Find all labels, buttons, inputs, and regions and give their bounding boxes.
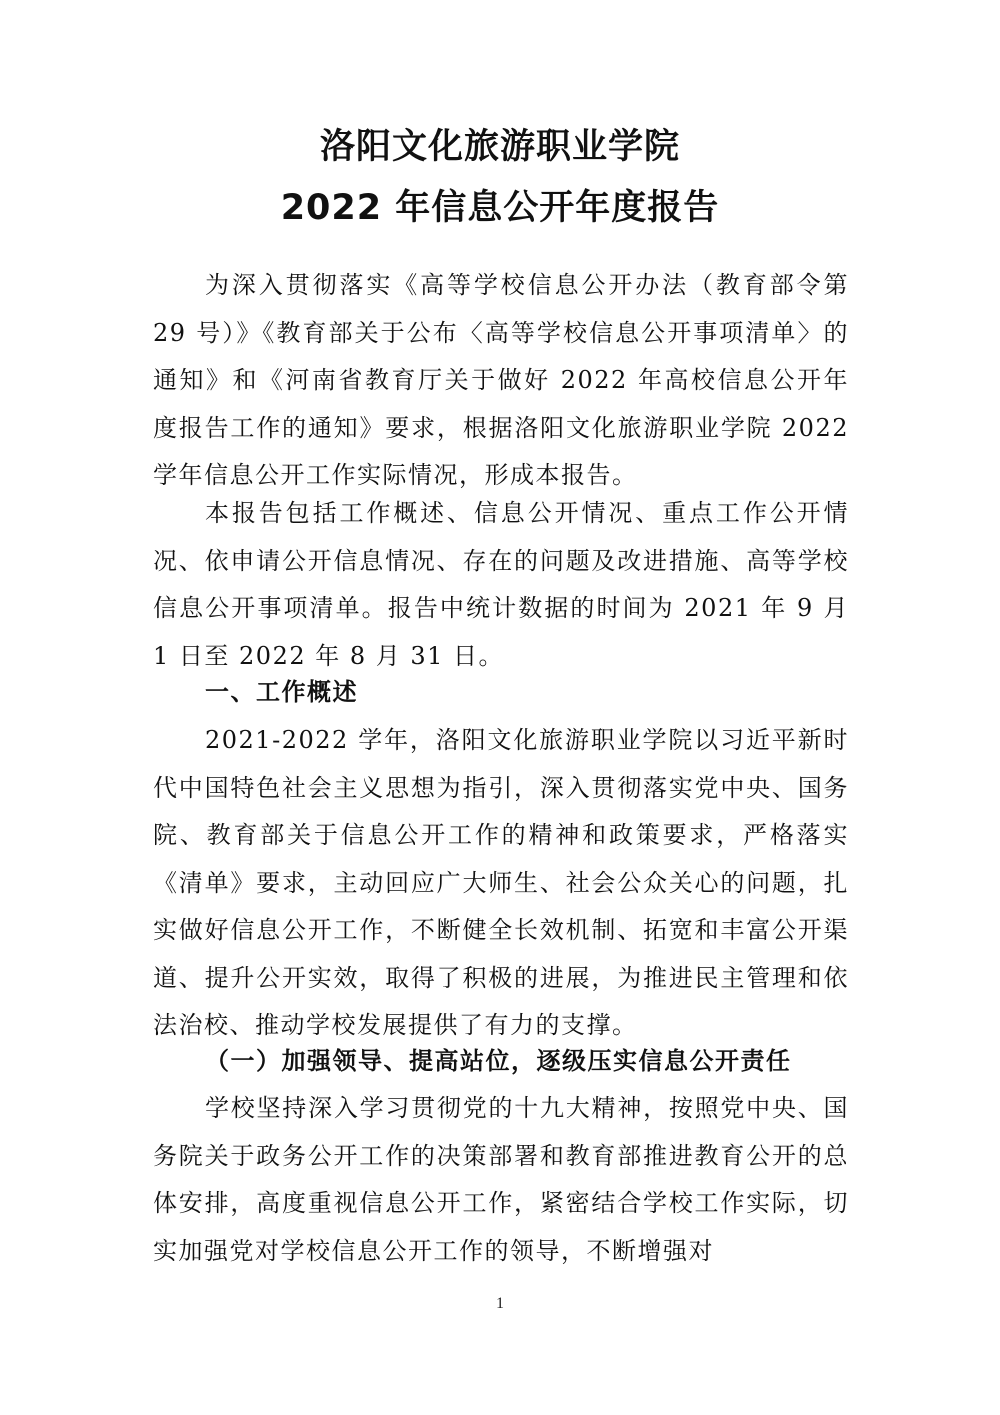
section-body-block	[153, 717, 849, 1050]
document-title-line-2: 2022 年信息公开年度报告	[280, 188, 720, 228]
intro-paragraph-block	[153, 262, 849, 500]
scope-paragraph-block	[153, 490, 849, 680]
section-heading: 一、工作概述	[205, 678, 358, 706]
section-heading-block	[153, 669, 849, 717]
subsection-body-block	[153, 1085, 849, 1275]
page-number: 1	[496, 1295, 504, 1312]
subsection-heading: （一）加强领导、提高站位，逐级压实信息公开责任	[205, 1047, 792, 1075]
subsection-heading-block	[153, 1038, 849, 1086]
intro-paragraph: 为深入贯彻落实《高等学校信息公开办法（教育部令第 29 号）》《教育部关于公布〈高等学校信息公开事项清单〉的通知》和《河南省教育厅关于做好 2022 年高校信息公开年度报告工作的通知》要求，根据洛阳文化旅游职业学院 2022 学年信息公开工作实际情况，形成本报告。	[153, 271, 849, 489]
section-body-paragraph: 2021-2022 学年，洛阳文化旅游职业学院以习近平新时代中国特色社会主义思想为指引，深入贯彻落实党中央、国务院、教育部关于信息公开工作的精神和政策要求，严格落实《清单》要求，主动回应广大师生、社会公众关心的问题，扎实做好信息公开工作，不断健全长效机制、拓宽和丰富公开渠道、提升公开实效，取得了积极的进展，为推进民主管理和依法治校、推动学校发展提供了有力的支撑。	[153, 726, 849, 1039]
document-title-line-1: 洛阳文化旅游职业学院	[319, 127, 680, 167]
subsection-body-paragraph: 学校坚持深入学习贯彻党的十九大精神，按照党中央、国务院关于政务公开工作的决策部署和教育部推进教育公开的总体安排，高度重视信息公开工作，紧密结合学校工作实际，切实加强党对学校信息公开工作的领导，不断增强对	[153, 1094, 849, 1265]
scope-paragraph: 本报告包括工作概述、信息公开情况、重点工作公开情况、依申请公开信息情况、存在的问题及改进措施、高等学校信息公开事项清单。报告中统计数据的时间为 2021 年 9 月 1 日至 2022 年 8 月 31 日。	[153, 499, 849, 670]
